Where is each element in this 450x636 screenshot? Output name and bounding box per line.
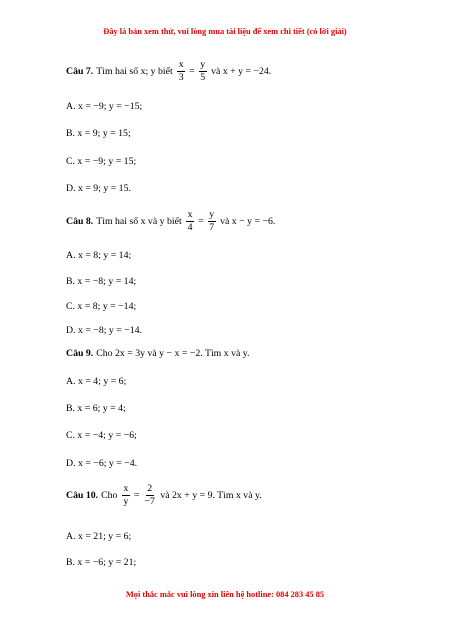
fraction-numerator: x xyxy=(178,59,184,70)
q7-option-a: A. x = −9; y = −15; xyxy=(66,101,143,112)
question-9-label: Câu 9. xyxy=(66,348,94,359)
fraction-x-over-y xyxy=(122,484,130,507)
fraction-y-over-7 xyxy=(208,210,216,233)
equals-sign: = xyxy=(198,215,204,227)
question-9 xyxy=(66,348,250,359)
question-7-text-post: và x + y = −24. xyxy=(208,65,272,77)
fraction-denominator: 4 xyxy=(187,221,193,233)
question-10-text-pre: Cho xyxy=(101,489,120,501)
equals-sign: = xyxy=(189,65,195,77)
fraction-numerator: 2 xyxy=(147,483,153,494)
preview-notice-header: Đây là bản xem thử, vui lòng mua tài liệu để xem chi tiết (có lời giải) xyxy=(103,27,347,36)
question-7-label: Câu 7. xyxy=(66,65,94,77)
q9-option-c: C. x = −4; y = −6; xyxy=(66,430,137,441)
q8-option-b: B. x = −8; y = 14; xyxy=(66,276,137,287)
q10-option-a: A. x = 21; y = 6; xyxy=(66,531,132,542)
question-10-text-post: và 2x + y = 9. Tìm x và y. xyxy=(157,489,262,501)
fraction-numerator: x xyxy=(187,209,193,220)
q8-option-a: A. x = 8; y = 14; xyxy=(66,250,132,261)
fraction-x-over-3 xyxy=(177,60,185,83)
question-9-text: Cho 2x = 3y và y − x = −2. Tìm x và y. xyxy=(96,348,250,359)
fraction-y-over-5 xyxy=(199,60,207,83)
fraction-x-over-4 xyxy=(186,210,194,233)
question-7 xyxy=(66,60,271,83)
q10-option-b: B. x = −6; y = 21; xyxy=(66,557,137,568)
fraction-numerator: y xyxy=(200,59,206,70)
fraction-denominator: 3 xyxy=(178,71,184,83)
question-8-text-post: và x − y = −6. xyxy=(217,215,276,227)
fraction-denominator: y xyxy=(123,495,129,507)
fraction-numerator: x xyxy=(123,483,129,494)
equals-sign: = xyxy=(133,489,140,501)
q9-option-d: D. x = −6; y = −4. xyxy=(66,458,138,469)
q7-option-d: D. x = 9; y = 15. xyxy=(66,183,131,194)
fraction-2-over-minus-7 xyxy=(143,484,155,507)
fraction-denominator: 7 xyxy=(209,221,215,233)
q8-option-d: D. x = −8; y = −14. xyxy=(66,325,142,336)
q7-option-b: B. x = 9; y = 15; xyxy=(66,128,131,139)
fraction-denominator: 5 xyxy=(200,71,206,83)
fraction-numerator: y xyxy=(209,209,215,220)
q9-option-b: B. x = 6; y = 4; xyxy=(66,403,126,414)
question-10-label: Câu 10. xyxy=(66,489,99,501)
q7-option-c: C. x = −9; y = 15; xyxy=(66,156,137,167)
question-7-text-pre: Tìm hai số x; y biết xyxy=(96,65,176,77)
question-8 xyxy=(66,210,275,233)
fraction-denominator: −7 xyxy=(144,495,155,507)
question-10 xyxy=(66,484,262,507)
q9-option-a: A. x = 4; y = 6; xyxy=(66,376,127,387)
hotline-footer: Mọi thắc mắc vui lòng xin liên hệ hotline: 084 283 45 85 xyxy=(125,590,325,599)
question-8-text-pre: Tìm hai số x và y biết xyxy=(96,215,185,227)
q8-option-c: C. x = 8; y = −14; xyxy=(66,301,137,312)
question-8-label: Câu 8. xyxy=(66,215,94,227)
